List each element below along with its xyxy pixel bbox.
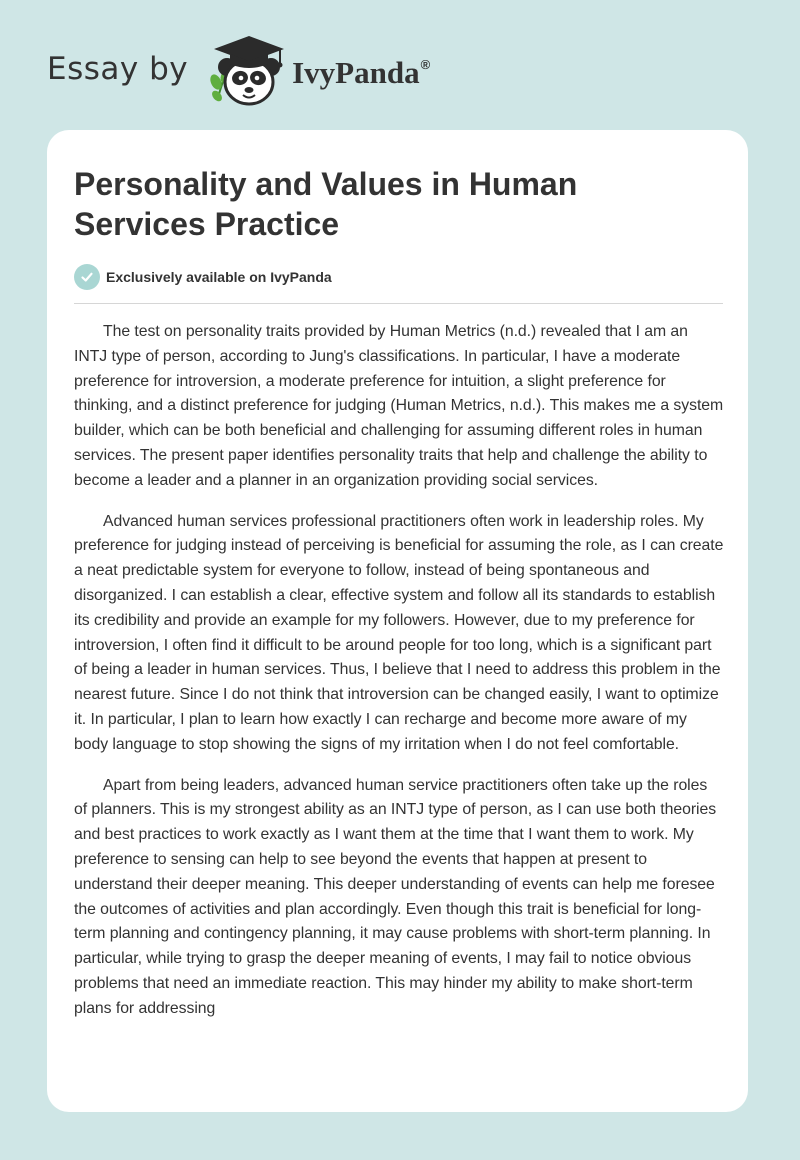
essay-card — [47, 130, 748, 1112]
panda-graduation-cap-icon — [202, 34, 294, 108]
brand-prefix: Essay by — [47, 51, 189, 87]
paragraph-3: Apart from being leaders, advanced human service practitioners often take up the roles of planners. This is my strongest ability as an INTJ type of person, as I can use both theories and best practices to work exactly as I want them at the time that I want them to work. My preference to sensing can help to see beyond the events that happen at present to understand their deeper meaning. This deeper understanding of events can help me foresee the outcomes of activities and plan accordingly. Even though this trait is beneficial for long-term planning and contingency planning, it may cause problems with short-term planning. In particular, while trying to grasp the deeper meaning of events, I may fail to notice obvious problems that need an immediate reaction. This may hinder my ability to make short-term plans for addressing — [74, 776, 717, 1017]
brand-name — [292, 55, 430, 91]
check-mark-glyph — [80, 270, 94, 284]
badge-text: Exclusively available on IvyPanda — [106, 269, 332, 285]
paragraph-1: The test on personality traits provided by Human Metrics (n.d.) revealed that I am an INTJ type of person, according to Jung's classifications. In particular, I have a moderate preference for introversion, a moderate preference for intuition, a slight preference for thinking, and a distinct preference for judging (Human Metrics, n.d.). This makes me a system builder, which can be both beneficial and challenging for assuming different roles in human services. The present paper identifies personality traits that help and challenge the ability to become a leader and a planner in an organization providing social services. — [74, 323, 724, 489]
brand-name-text: IvyPanda — [292, 55, 420, 90]
essay-body — [74, 320, 724, 1038]
brand-header[interactable] — [47, 34, 430, 108]
check-icon — [74, 264, 100, 290]
exclusive-badge — [74, 264, 332, 290]
title-divider — [74, 303, 723, 304]
page-title: Personality and Values in Human Services Practice — [74, 166, 578, 242]
paragraph-2: Advanced human services professional practitioners often work in leadership roles. My preference for judging instead of perceiving is beneficial for assuming the role, as I can create a neat predictable system for everyone to follow, instead of being spontaneous and disorganized. I can establish a clear, effective system and follow all its standards to establish its credibility and provide an example for my followers. However, due to my preference for introversion, I often find it difficult to be around people for too long, which is a significant part of being a leader in human services. Thus, I believe that I need to address this problem in the nearest future. Since I do not think that introversion can be changed easily, I want to optimize it. In particular, I plan to learn how exactly I can recharge and become more aware of my body language to stop showing the signs of my irritation when I do not feel comfortable. — [74, 512, 724, 753]
trademark-symbol: ® — [420, 57, 431, 72]
